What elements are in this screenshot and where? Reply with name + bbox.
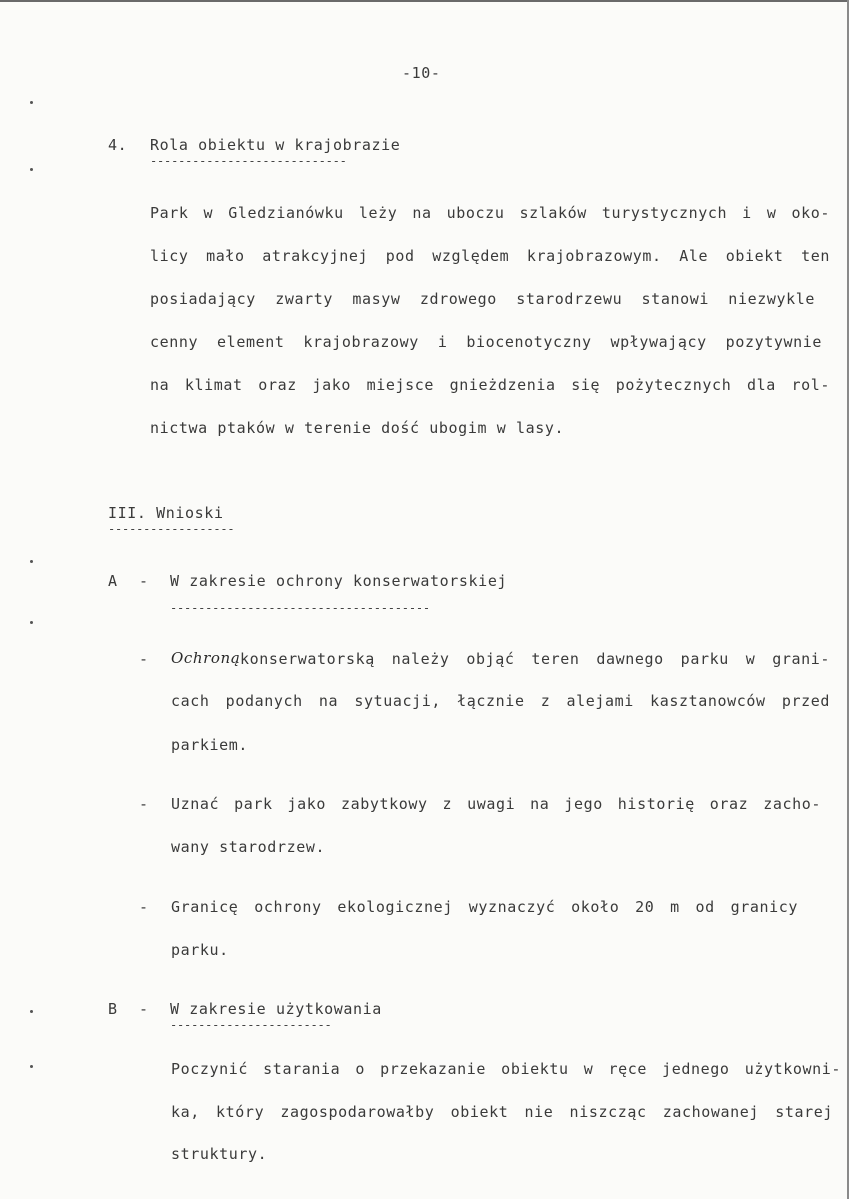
paragraph-line: nictwa ptaków w terenie dość ubogim w lasy.	[150, 419, 565, 437]
item-dash: -	[139, 650, 149, 668]
punch-hole-dot	[30, 621, 33, 624]
punch-hole-dot	[30, 1065, 33, 1068]
section-title: Rola obiektu w krajobrazie	[150, 136, 401, 154]
section-title-underline: ----------------------------	[150, 157, 347, 165]
part-letter: A	[108, 572, 118, 590]
item-line: parku.	[171, 941, 229, 959]
part-title: W zakresie ochrony konserwatorskiej	[170, 572, 508, 590]
item-line: wany starodrzew.	[171, 838, 326, 856]
section-heading-underline: ------------------	[108, 525, 235, 533]
punch-hole-dot	[30, 1010, 33, 1013]
item-dash: -	[139, 898, 149, 916]
handwritten-correction: Ochroną	[171, 649, 241, 667]
scan-top-edge	[0, 0, 849, 2]
paragraph-line: ka, który zagospodarowałby obiekt nie niszcząc zachowanej starej	[171, 1103, 833, 1121]
item-line: cach podanych na sytuacji, łącznie z alejami kasztanowców przed	[171, 692, 830, 710]
punch-hole-dot	[30, 101, 33, 104]
paragraph-line: cenny element krajobrazowy i biocenotyczny wpływający pozytywnie	[150, 333, 822, 351]
part-title-underline: -------------------------------------	[170, 604, 430, 612]
punch-hole-dot	[30, 168, 33, 171]
punch-hole-dot	[30, 560, 33, 563]
part-dash: -	[139, 572, 149, 590]
part-letter: B	[108, 1000, 118, 1018]
paragraph-line: Park w Gledzianówku leży na uboczu szlaków turystycznych i w oko-	[150, 204, 830, 222]
item-line: Granicę ochrony ekologicznej wyznaczyć około 20 m od granicy	[171, 898, 798, 916]
paragraph-line: na klimat oraz jako miejsce gnieżdzenia się pożytecznych dla rol-	[150, 376, 830, 394]
part-title-underline: -----------------------	[170, 1021, 332, 1029]
part-dash: -	[139, 1000, 149, 1018]
page-number: -10-	[402, 64, 441, 82]
item-line: Uznać park jako zabytkowy z uwagi na jego historię oraz zacho-	[171, 795, 821, 813]
item-line: konserwatorską należy objąć teren dawnego parku w grani-	[240, 650, 830, 668]
paragraph-line: licy mało atrakcyjnej pod względem krajobrazowym. Ale obiekt ten	[150, 247, 830, 265]
paragraph-line: Poczynić starania o przekazanie obiektu w ręce jednego użytkowni-	[171, 1060, 841, 1078]
paragraph-line: posiadający zwarty masyw zdrowego starodrzewu stanowi niezwykle	[150, 290, 815, 308]
paragraph-line: struktury.	[171, 1145, 268, 1163]
section-heading: III. Wnioski	[108, 504, 224, 522]
item-line: parkiem.	[171, 736, 249, 754]
part-title: W zakresie użytkowania	[170, 1000, 382, 1018]
section-number: 4.	[108, 136, 128, 154]
item-dash: -	[139, 795, 149, 813]
